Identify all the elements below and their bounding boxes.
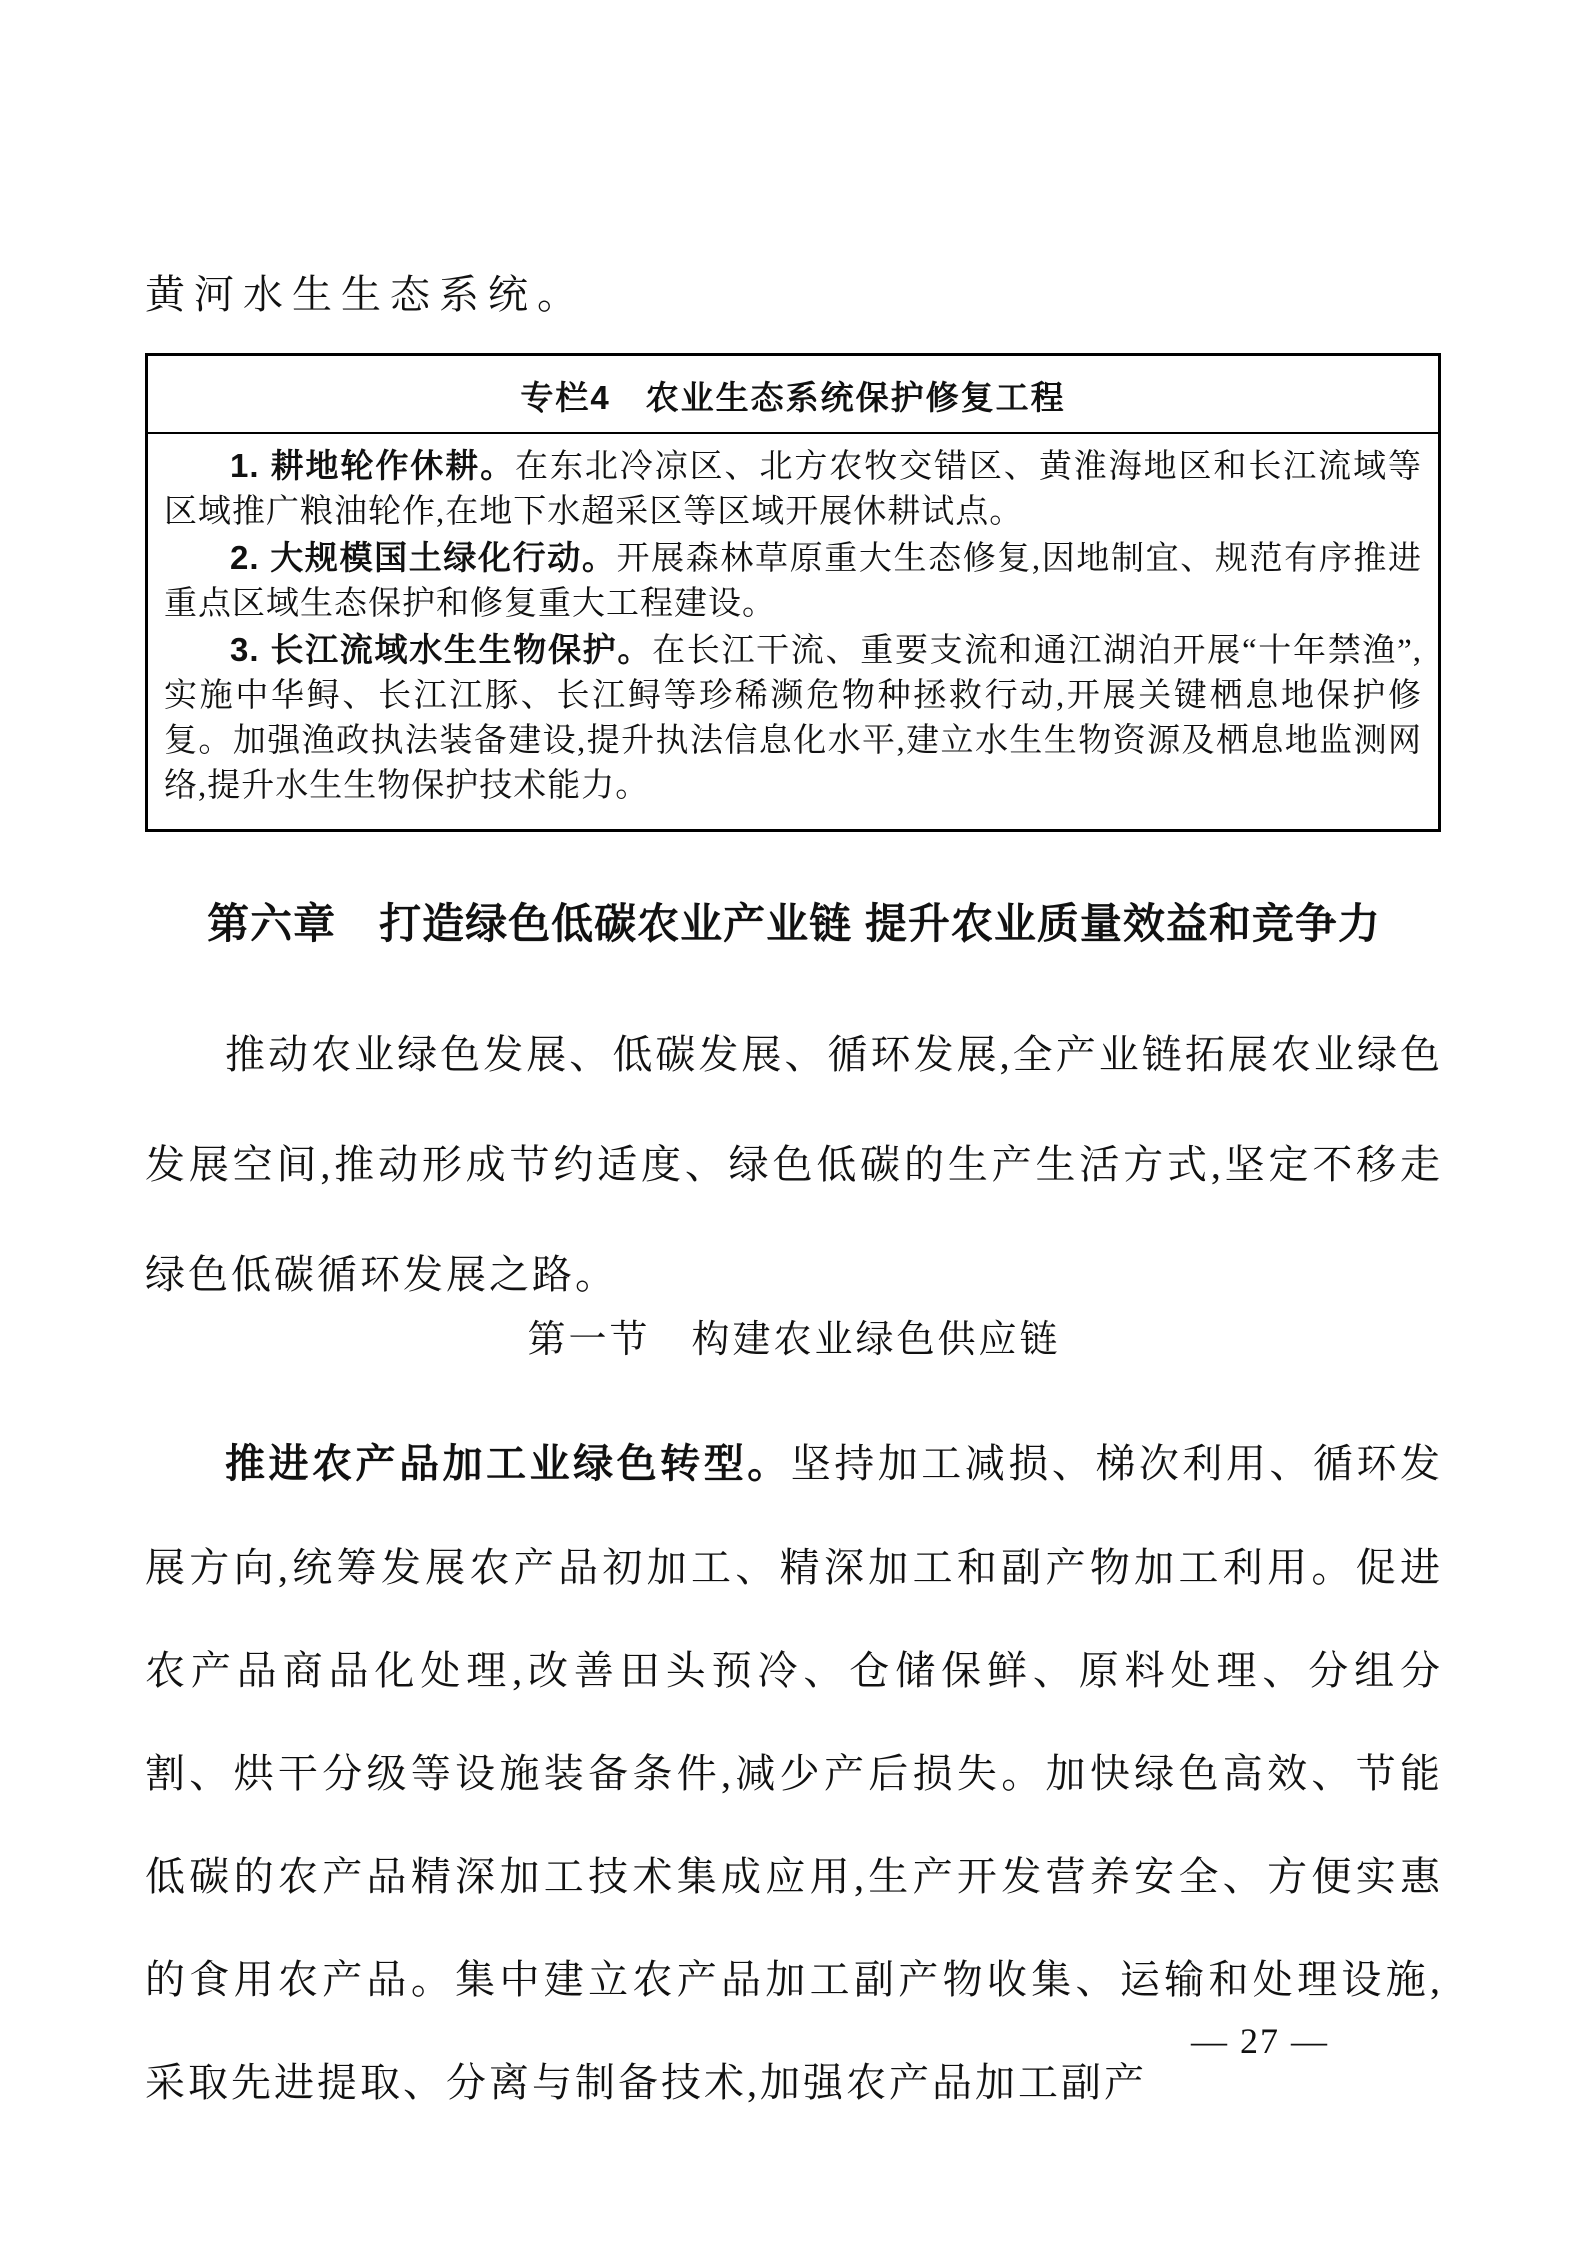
paragraph-body: 坚持加工减损、梯次利用、循环发展方向,统筹发展农产品初加工、精深加工和副产物加工利用。促进农产品商品化处理,改善田头预冷、仓储保鲜、原料处理、分组分割、烘干分级等设施装备条件,减少产后损失。加快绿色高效、节能低碳的农产品精深加工技术集成应用,生产开发营养安全、方便实惠的食用农产品。集中建立农产品加工副产物收集、运输和处理设施,采取先进提取、分离与制备技术,加强农产品加工副产	[145, 1441, 1444, 2105]
chapter-heading: 第六章 打造绿色低碳农业产业链 提升农业质量效益和竞争力	[207, 900, 1381, 947]
section-heading: 第一节 构建农业绿色供应链	[527, 1319, 1061, 1361]
item-body: 开展森林草原重大生态修复,因地制宜、规范有序推进重点区域生态保护和修复重大工程建设。	[164, 541, 1422, 622]
feature-box-item	[164, 443, 1422, 535]
item-lead: 1. 耕地轮作休耕。	[230, 447, 516, 484]
item-lead: 3. 长江流域水生生物保护。	[230, 631, 653, 668]
item-body: 在长江干流、重要支流和通江湖泊开展“十年禁渔”,实施中华鲟、长江江豚、长江鲟等珍稀濒危物种拯救行动,开展关键栖息地保护修复。加强渔政执法装备建设,提升执法信息化水平,建立水生生物资源及栖息地监测网络,提升水生生物保护技术能力。	[164, 633, 1422, 804]
feature-box	[145, 353, 1441, 832]
feature-box-title: 专栏4 农业生态系统保护修复工程	[148, 356, 1438, 434]
paragraph-lead: 推进农产品加工业绿色转型。	[225, 1442, 791, 1486]
paragraph-text: 推动农业绿色发展、低碳发展、循环发展,全产业链拓展农业绿色发展空间,推动形成节约适度、绿色低碳的生产生活方式,坚定不移走绿色低碳循环发展之路。	[145, 1032, 1443, 1297]
feature-box-body	[148, 434, 1438, 829]
intro-line: 黄河水生生态系统。	[145, 272, 586, 317]
feature-box-item	[164, 535, 1422, 627]
item-lead: 2. 大规模国土绿化行动。	[230, 539, 617, 576]
footer-page-number: — 27 —	[1191, 2021, 1329, 2061]
item-body: 在东北冷凉区、北方农牧交错区、黄淮海地区和长江流域等区域推广粮油轮作,在地下水超采区等区域开展休耕试点。	[164, 449, 1422, 530]
paragraph	[145, 1000, 1443, 1330]
feature-box-item	[164, 627, 1422, 809]
